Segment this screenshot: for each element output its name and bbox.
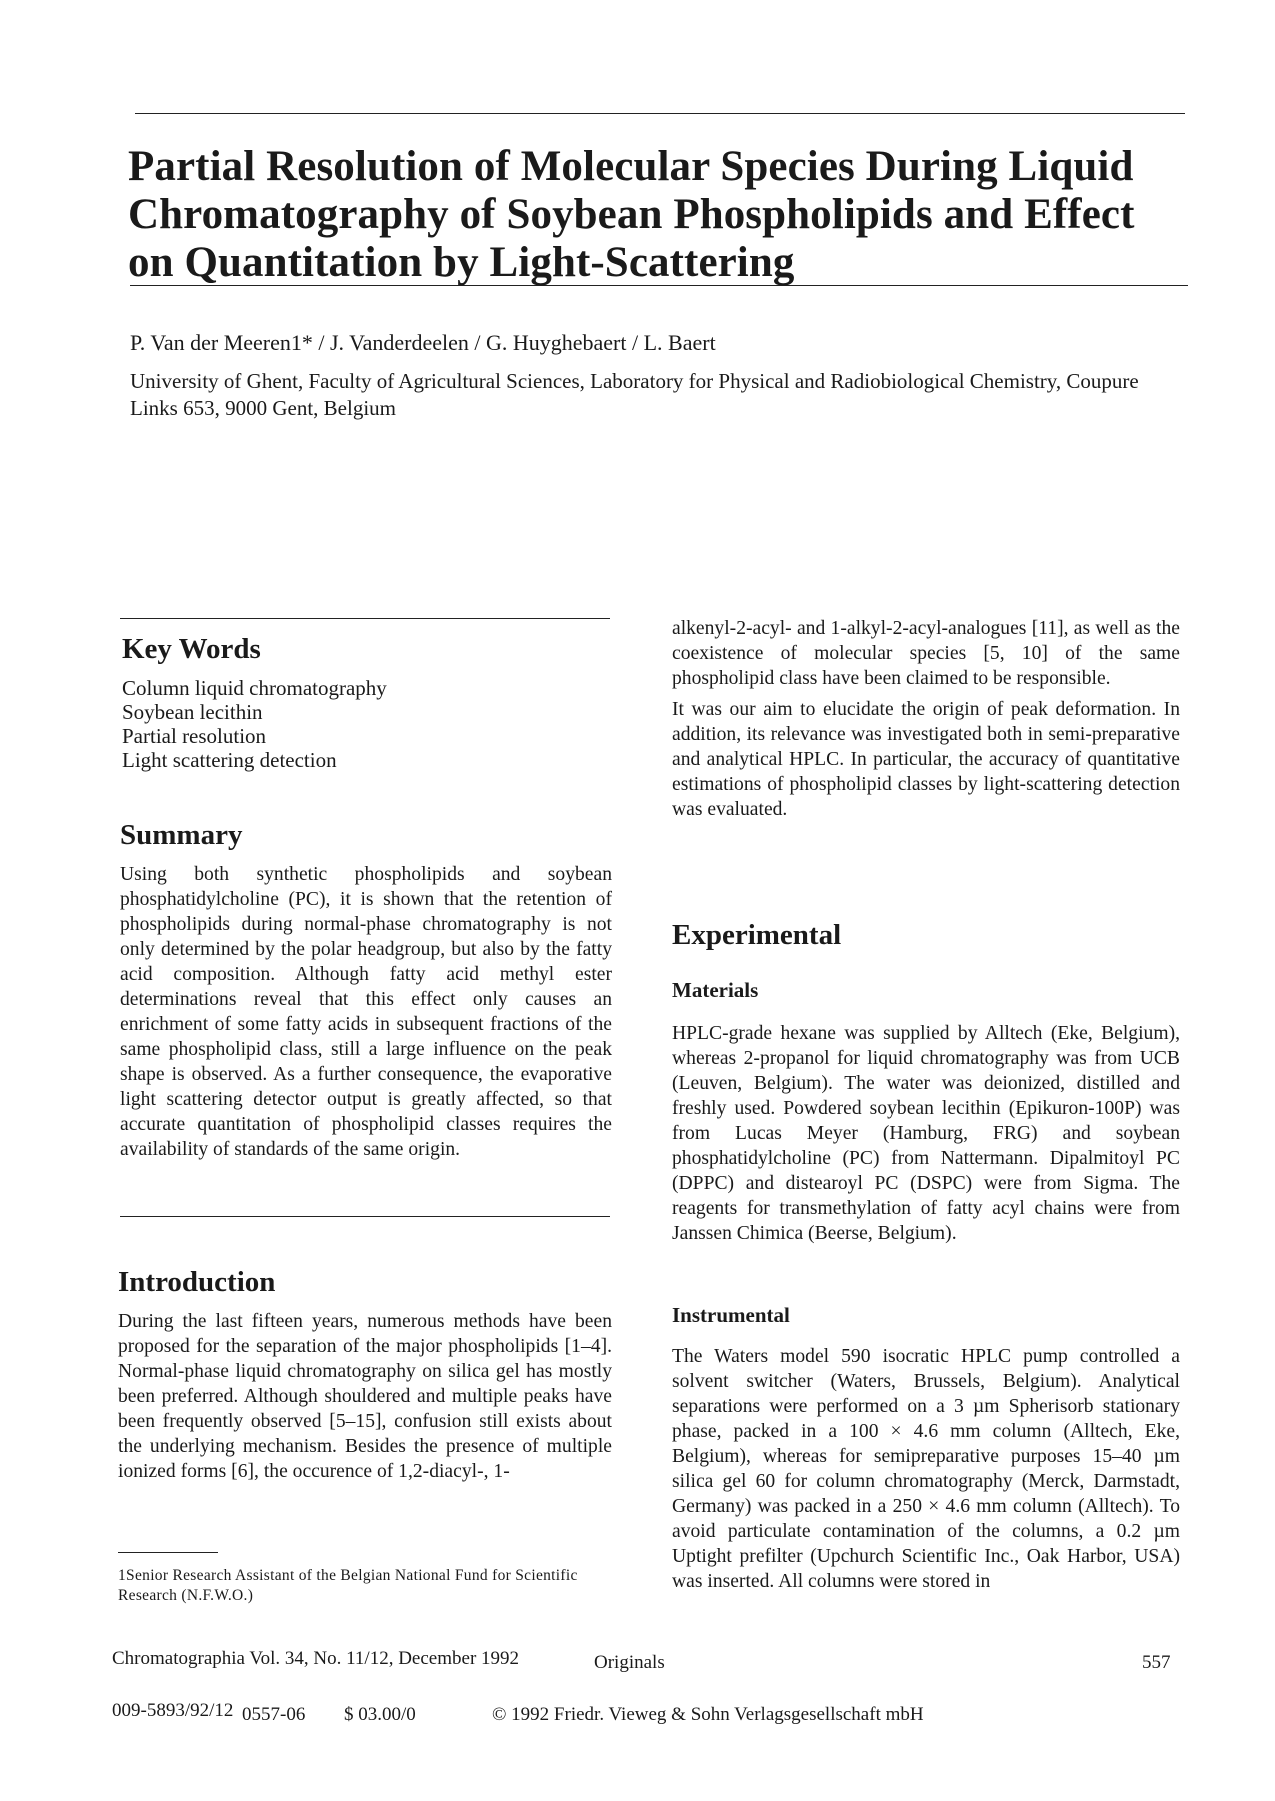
journal-citation: Chromatographia Vol. 34, No. 11/12, December 1992: [112, 1648, 520, 1669]
page-range-code: 0557-06: [242, 1704, 306, 1725]
footnote-text: 1Senior Research Assistant of the Belgian National Fund for Scientific Research (N.F.W.O.): [118, 1567, 578, 1604]
continued-paragraph: alkenyl-2-acyl- and 1-alkyl-2-acyl-analogues [11], as well as the coexistence of molecular species [5, 10] of the same phospholipid class have been claimed to be responsible.: [672, 618, 1180, 689]
keyword-item: Soybean lecithin: [122, 700, 263, 724]
summary-text: Using both synthetic phospholipids and soybean phosphatidylcholine (PC), it is shown that the retention of phospholipids during normal-phase chromatography is not only determined by the polar headgroup, but also by the fatty acid composition. Although fatty acid methyl ester determinations reveal that this effect only causes an enrichment of some fatty acids in subsequent fractions of the same phospholipid class, still a large influence on the peak shape is observed. As a further consequence, the evaporative light scattering detector output is greatly affected, so that accurate quantitation of phospholipid classes requires the availability of standards of the same origin.: [120, 864, 612, 1160]
affiliation: University of Ghent, Faculty of Agricultural Sciences, Laboratory for Physical and Radiobiological Chemistry, Coupure Links 653, 9000 Gent, Belgium: [130, 369, 1139, 420]
price-code: $ 03.00/0: [344, 1704, 416, 1725]
aim-paragraph: It was our aim to elucidate the origin of peak deformation. In addition, its relevance was investigated both in semi-preparative and analytical HPLC. In particular, the accuracy of quantitative estimations of phospholipid classes by light-scattering detection was evaluated.: [672, 699, 1180, 820]
article-title: Partial Resolution of Molecular Species During Liquid Chromatography of Soybean Phospholipids and Effect on Quantitation by Light-Scattering: [128, 143, 1135, 286]
instrumental-section: [672, 1303, 1180, 1594]
materials-heading: Materials: [672, 978, 759, 1002]
summary-section: [120, 818, 612, 1162]
keyword-item: Partial resolution: [122, 724, 267, 748]
experimental-section: [672, 918, 1180, 1246]
introduction-section: [118, 1265, 612, 1484]
right-column: [672, 616, 1180, 822]
summary-heading: Summary: [120, 819, 243, 851]
keywords-section: [122, 632, 612, 772]
section-label: Originals: [594, 1652, 665, 1673]
introduction-text: During the last fifteen years, numerous methods have been proposed for the separation of the major phospholipids [1–4]. Normal-phase liquid chromatography on silica gel has mostly been preferred. Although shouldered and multiple peaks have been frequently observed [5–15], confusion still exists about the underlying mechanism. Besides the presence of multiple ionized forms [6], the occurence of 1,2-diacyl-, 1-: [118, 1311, 612, 1482]
experimental-heading: Experimental: [672, 919, 842, 951]
footnote-rule: [118, 1552, 218, 1553]
issn-code: 009-5893/92/12: [112, 1700, 234, 1721]
title-top-rule: [135, 113, 1185, 114]
keywords-top-rule: [120, 618, 610, 619]
materials-text: HPLC-grade hexane was supplied by Alltech (Eke, Belgium), whereas 2-propanol for liquid chromatography was from UCB (Leuven, Belgium). The water was deionized, distilled and freshly used. Powdered soybean lecithin (Epikuron-100P) was from Lucas Meyer (Hamburg, FRG) and soybean phosphatidylcholine (PC) from Nattermann. Dipalmitoyl PC (DPPC) and distearoyl PC (DSPC) were from Sigma. The reagents for transmethylation of fatty acyl chains were from Janssen Chimica (Beerse, Belgium).: [672, 1023, 1180, 1244]
keyword-item: Column liquid chromatography: [122, 676, 387, 700]
footnote: [118, 1566, 612, 1606]
summary-bottom-rule: [120, 1216, 610, 1217]
copyright-notice: © 1992 Friedr. Vieweg & Sohn Verlagsgesellschaft mbH: [492, 1704, 924, 1725]
keyword-item: Light scattering detection: [122, 748, 337, 772]
author-list: P. Van der Meeren1* / J. Vanderdeelen / G. Huyghebaert / L. Baert: [130, 330, 716, 355]
page-number: 557: [1142, 1652, 1171, 1673]
keywords-heading: Key Words: [122, 633, 261, 665]
introduction-heading: Introduction: [118, 1266, 276, 1298]
instrumental-text: The Waters model 590 isocratic HPLC pump controlled a solvent switcher (Waters, Brussels, Belgium). Analytical separations were performed on a 3 µm Spherisorb stationary phase, packed in a 100 × 4.6 mm column (Alltech, Eke, Belgium), whereas for semipreparative purposes 15–40 µm silica gel 60 for column chromatography (Merck, Darmstadt, Germany) was packed in a 250 × 4.6 mm column (Alltech). To avoid particulate contamination of the columns, a 0.2 µm Uptight prefilter (Upchurch Scientific Inc., Oak Harbor, USA) was inserted. All columns were stored in: [672, 1346, 1180, 1592]
instrumental-heading: Instrumental: [672, 1303, 790, 1327]
